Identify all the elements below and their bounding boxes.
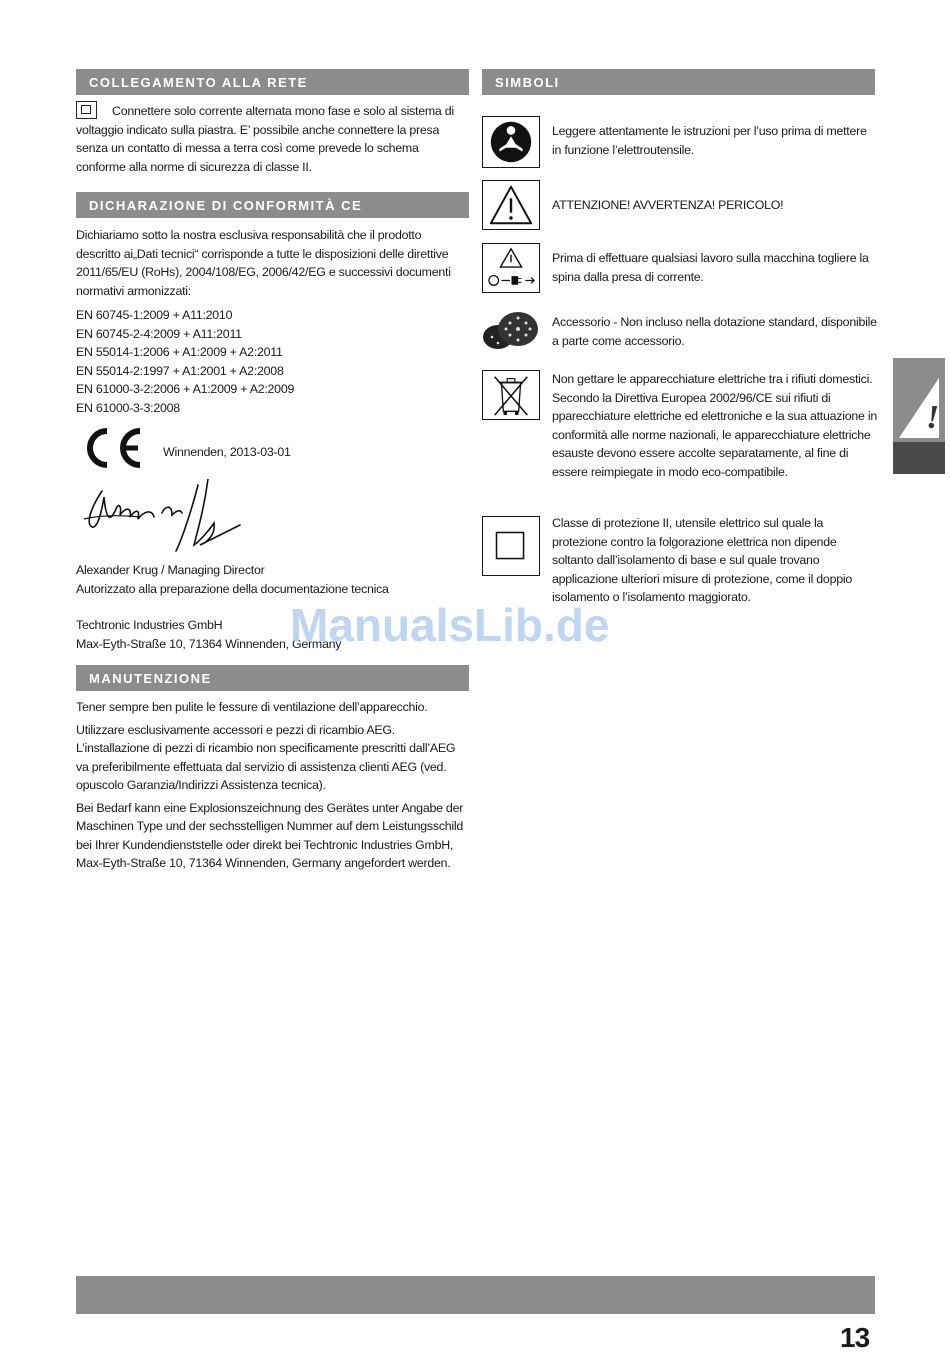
class-ii-icon bbox=[482, 516, 540, 576]
symbol-text: Classe di protezione II, utensile elettrico sul quale la protezione contro la folgorazione elettrica non dipende soltanto dall’isolamento di base e sul quale trovano applicazione ulteriori misure di protezione, come il doppio isolamento o l’isolamento maggiorato. bbox=[552, 516, 853, 604]
company-address: Max-Eyth-Straße 10, 71364 Winnenden, Germany bbox=[76, 636, 342, 651]
watermark-text: ManualsLib.de bbox=[290, 599, 610, 651]
manutenzione-p2: Utilizzare esclusivamente accessori e pezzi di ricambio AEG. L’installazione di pezzi di ricambio non specificamente prescritti dall’AEG va preferibilmente effettuata dal servizio di assistenza clienti AEG (ved. opuscolo Garanzia/Indirizzi Assistenza tecnica). bbox=[76, 722, 456, 792]
place-date: Winnenden, 2013-03-01 bbox=[163, 445, 291, 459]
conformita-intro: Dichiariamo sotto la nostra esclusiva responsabilità che il prodotto descritto ai„Dati tecnici“ corrisponde a tutte le disposizioni delle direttive 2011/65/EU (RoHs), 2004/108/EG, 2006/42/EG e successivi documenti normativi armonizzati: bbox=[76, 228, 451, 298]
footer-bar bbox=[76, 1276, 875, 1314]
section-heading-manutenzione: MANUTENZIONE bbox=[76, 665, 469, 691]
manutenzione-p1: Tener sempre ben pulite le fessure di ventilazione dell’apparecchio. bbox=[76, 700, 428, 714]
standard-line: EN 60745-2-4:2009 + A11:2011 bbox=[76, 326, 242, 341]
symbol-text: ATTENZIONE! AVVERTENZA! PERICOLO! bbox=[552, 198, 784, 212]
symbol-text: Accessorio - Non incluso nella dotazione standard, disponibile a parte come accessorio. bbox=[552, 315, 877, 348]
right-column bbox=[482, 69, 875, 629]
standard-line: EN 60745-1:2009 + A11:2010 bbox=[76, 308, 233, 322]
standard-line: EN 55014-2:1997 + A1:2001 + A2:2008 bbox=[76, 363, 284, 378]
ce-mark-icon bbox=[80, 425, 144, 471]
manutenzione-p3: Bei Bedarf kann eine Explosionszeichnung des Gerätes unter Angabe der Maschinen Type und der sechsstelligen Nummer auf dem Leistungsschild bei Ihrer Kundendienststelle oder direkt bei Techtronic Industries GmbH, Max-Eyth-Straße 10, 71364 Winnenden, Germany angefordert werden. bbox=[76, 800, 464, 870]
standard-line: EN 61000-3-2:2006 + A1:2009 + A2:2009 bbox=[76, 382, 295, 396]
symbol-row bbox=[482, 116, 875, 170]
ce-row bbox=[76, 425, 469, 475]
symbol-row bbox=[482, 243, 875, 295]
signature-image bbox=[80, 479, 250, 559]
symbol-row bbox=[482, 514, 875, 604]
accessory-discs-icon bbox=[482, 307, 540, 357]
standards-list bbox=[76, 306, 469, 417]
warning-side-tab-icon bbox=[893, 358, 945, 474]
class-ii-inline-icon bbox=[76, 101, 97, 119]
symbol-row bbox=[482, 370, 875, 510]
symbol-row bbox=[482, 180, 875, 232]
left-column bbox=[76, 69, 469, 873]
signer-name: Alexander Krug / Managing Director bbox=[76, 563, 265, 577]
symbol-text: Leggere attentamente le istruzioni per l’uso prima di mettere in funzione l’elettroutensile. bbox=[552, 124, 867, 157]
symbol-text: Prima di effettuare qualsiasi lavoro sulla macchina togliere la spina dalla presa di corrente. bbox=[552, 251, 869, 284]
standard-line: EN 55014-1:2006 + A1:2009 + A2:2011 bbox=[76, 345, 283, 359]
rete-paragraph: Connettere solo corrente alternata mono fase e solo al sistema di voltaggio indicato sulla piastra. E’ possibile anche connettere la presa senza un contatto di messa a terra così come prevede lo schema conforme alla norme di sicurezza di classe II. bbox=[76, 101, 469, 176]
authorized-note: Autorizzato alla preparazione della documentazione tecnica bbox=[76, 581, 389, 596]
symbol-row bbox=[482, 307, 875, 359]
section-heading-simboli: SIMBOLI bbox=[482, 69, 875, 95]
symbol-text: Non gettare le apparecchiature elettriche tra i rifiuti domestici. Secondo la Direttiva Europea 2002/96/CE sui rifiuti di pparecchiature elettriche ed elettroniche e la sua attuazione in conformità alle norme nazionali, le apparecchiature elettriche esauste devono essere accolte separatamente, al fine di essere reimpiegate in modo eco-compatibile. bbox=[552, 372, 877, 479]
page-number: 13 bbox=[840, 1322, 870, 1353]
unplug-icon bbox=[482, 243, 540, 293]
warning-triangle-icon bbox=[482, 180, 540, 230]
weee-bin-icon bbox=[482, 370, 540, 420]
section-heading-conformita: DICHARAZIONE DI CONFORMITÀ CE bbox=[76, 192, 469, 218]
company-name: Techtronic Industries GmbH bbox=[76, 618, 223, 632]
read-manual-icon bbox=[482, 116, 540, 168]
standard-line: EN 61000-3-3:2008 bbox=[76, 400, 180, 415]
section-heading-rete: COLLEGAMENTO ALLA RETE bbox=[76, 69, 469, 95]
svg-text:!: ! bbox=[926, 399, 940, 436]
